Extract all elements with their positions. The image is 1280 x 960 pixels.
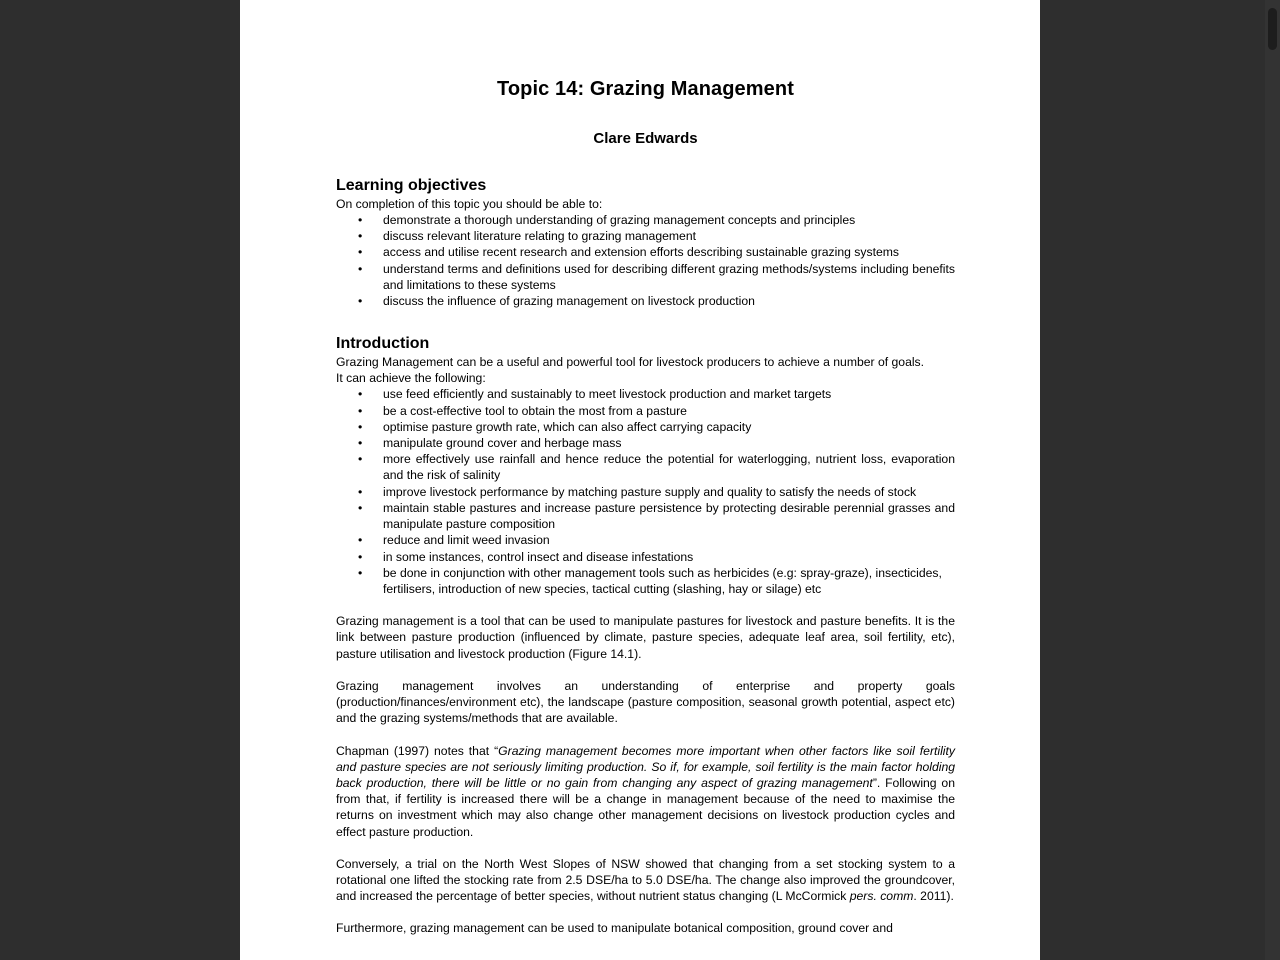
list-item-text: maintain stable pastures and increase pasture persistence by protecting desirable perennial grasses and manipulate pasture composition: [383, 500, 955, 532]
page-title: Topic 14: Grazing Management: [497, 78, 794, 100]
list-item: [336, 451, 955, 483]
list-item: [336, 419, 955, 435]
document-page: [240, 0, 1040, 960]
list-item: [336, 549, 955, 565]
list-item: [336, 244, 955, 260]
bullet-icon: •: [358, 500, 363, 515]
list-item: [336, 500, 955, 532]
list-item: [336, 435, 955, 451]
learning-objectives-section: [336, 177, 955, 309]
list-item-text: be done in conjunction with other management tools such as herbicides (e.g: spray-graze), insecticides, fertilisers, introduction of new species, tactical cutting (slashing, hay or silage) etc: [383, 565, 942, 596]
list-item-text: be a cost-effective tool to obtain the most from a pasture: [383, 403, 687, 418]
bullet-icon: •: [358, 229, 363, 244]
list-item: [336, 228, 955, 244]
chapman-quote-italic: Grazing management becomes more important when other factors like soil fertility and pasture species are not seriously limiting production. So if, for example, soil fertility is the main factor holding back production, there will be little or no gain from changing any aspect of grazing management: [336, 743, 955, 790]
list-item: [336, 403, 955, 419]
list-item-text: understand terms and definitions used for describing different grazing methods/systems including benefits and limitations to these systems: [383, 261, 955, 292]
paragraph-spacer: [336, 840, 955, 856]
learning-objectives-lead: On completion of this topic you should be able to:: [336, 196, 603, 211]
list-item-text: more effectively use rainfall and hence reduce the potential for waterlogging, nutrient loss, evaporation and the risk of salinity: [383, 452, 955, 483]
list-item: [336, 565, 955, 597]
page-content: [336, 0, 955, 937]
document-author: Clare Edwards: [593, 130, 698, 147]
bullet-icon: •: [358, 261, 363, 276]
introduction-heading: Introduction: [336, 335, 430, 353]
scrollbar-thumb[interactable]: [1268, 8, 1277, 50]
bullet-icon: •: [358, 436, 363, 450]
list-item-text: optimise pasture growth rate, which can also affect carrying capacity: [383, 419, 752, 434]
list-item-text: use feed efficiently and sustainably to meet livestock production and market targets: [383, 387, 832, 402]
list-item-text: manipulate ground cover and herbage mass: [383, 436, 622, 450]
bullet-icon: •: [358, 245, 363, 260]
list-item: [336, 532, 955, 548]
bullet-icon: •: [358, 294, 363, 309]
list-item-text: discuss the influence of grazing management on livestock production: [383, 294, 755, 309]
bullet-icon: •: [358, 403, 363, 418]
list-item: [336, 261, 955, 293]
learning-objectives-heading: Learning objectives: [336, 177, 487, 194]
list-item: [336, 293, 955, 309]
bullet-icon: •: [358, 484, 363, 499]
bullet-icon: •: [358, 533, 363, 548]
chapman-quote-intro: Chapman (1997) notes that “: [336, 743, 499, 758]
introduction-paragraph-4: [336, 856, 955, 905]
bullet-icon: •: [358, 452, 363, 467]
list-item-text: improve livestock performance by matching pasture supply and quality to satisfy the needs of stock: [383, 484, 917, 499]
chapman-quote-outro: ”. Following on from that, if fertility is increased there will be a change in management because of the need to maximise the returns on investment which may also change other management decisions on livestock production cycles and effect pasture production.: [336, 775, 955, 839]
paragraph-spacer: [336, 727, 955, 743]
pers-comm-italic: pers. comm: [849, 889, 914, 904]
bullet-icon: •: [358, 387, 363, 402]
paragraph-spacer: [336, 904, 955, 920]
introduction-paragraph-2: Grazing management involves an understanding of enterprise and property goals (production/finances/environment etc), the landscape (pasture composition, seasonal growth potential, aspect etc) and the grazing systems/methods that are available.: [336, 678, 955, 726]
mccormick-year: . 2011).: [913, 889, 954, 904]
introduction-paragraph-5: Furthermore, grazing management can be used to manipulate botanical composition, ground cover and: [336, 921, 893, 936]
bullet-icon: •: [358, 565, 363, 580]
vertical-scrollbar[interactable]: [1265, 0, 1280, 960]
paragraph-spacer: [336, 662, 955, 678]
list-item: [336, 386, 955, 402]
list-item-text: access and utilise recent research and extension efforts describing sustainable grazing systems: [383, 245, 899, 260]
paragraph-spacer: [336, 597, 955, 613]
list-item: [336, 212, 955, 228]
bullet-icon: •: [358, 212, 363, 227]
bullet-icon: •: [358, 419, 363, 434]
introduction-paragraph-1: Grazing management is a tool that can be used to manipulate pastures for livestock and pasture benefits. It is the link between pasture production (influenced by climate, pasture species, adequate leaf area, soil fertility, etc), pasture utilisation and livestock production (Figure 14.1).: [336, 614, 955, 661]
introduction-list: [336, 386, 955, 597]
list-item-text: reduce and limit weed invasion: [383, 533, 550, 548]
list-item-text: in some instances, control insect and disease infestations: [383, 549, 694, 564]
introduction-lead-2: It can achieve the following:: [336, 371, 486, 386]
learning-objectives-list: [336, 212, 955, 309]
list-item-text: demonstrate a thorough understanding of grazing management concepts and principles: [383, 212, 856, 227]
introduction-paragraph-3: [336, 743, 955, 840]
list-item-text: discuss relevant literature relating to grazing management: [383, 229, 696, 244]
mccormick-text: Conversely, a trial on the North West Slopes of NSW showed that changing from a set stocking system to a rotational one lifted the stocking rate from 2.5 DSE/ha to 5.0 DSE/ha. The change also improved the groundcover, and increased the percentage of better species, without nutrient status changing (L McCormick: [336, 856, 955, 904]
introduction-lead-1: Grazing Management can be a useful and powerful tool for livestock producers to achieve a number of goals.: [336, 355, 925, 370]
bullet-icon: •: [358, 549, 363, 564]
list-item: [336, 484, 955, 500]
introduction-section: [336, 335, 955, 936]
